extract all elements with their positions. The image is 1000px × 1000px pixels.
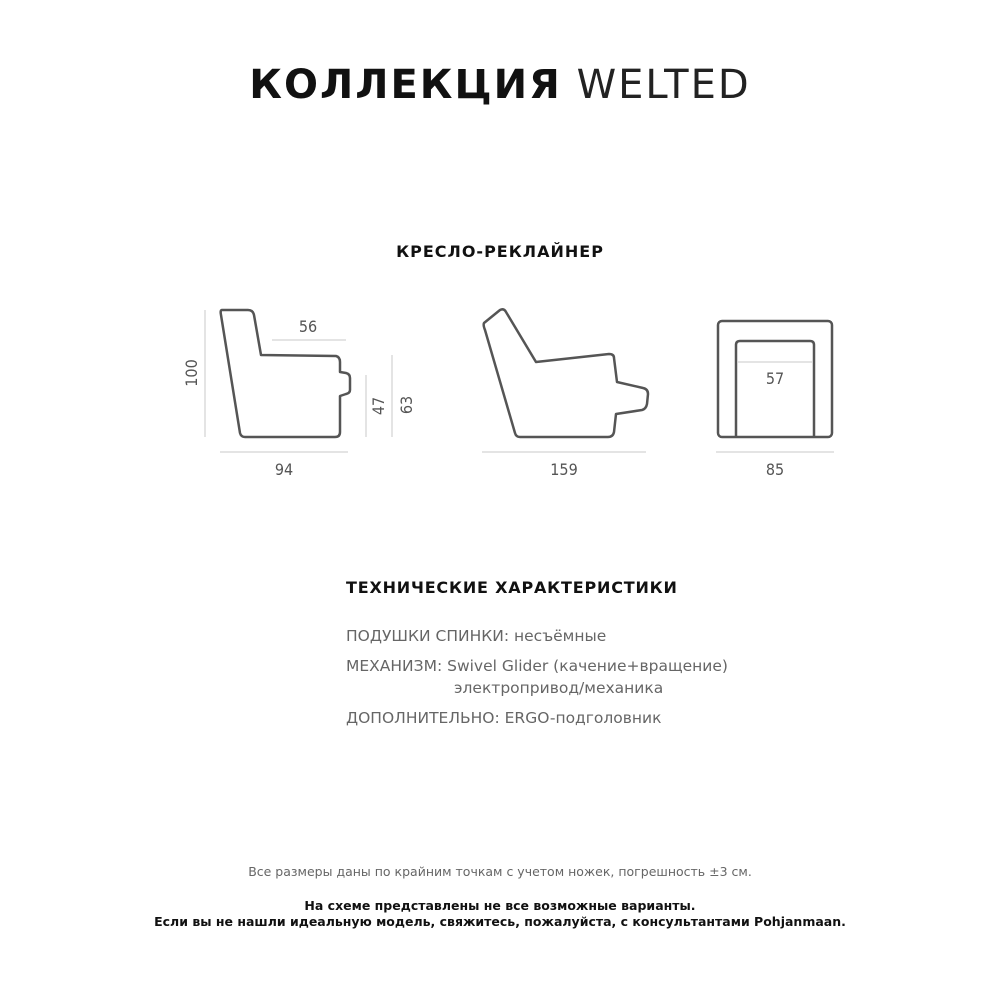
chair-diagram (0, 290, 1000, 490)
dim-label-57: 57 (765, 369, 785, 388)
spec-cushions-value: несъёмные (514, 627, 607, 645)
spec-extra-value: ERGO-подголовник (504, 709, 662, 727)
product-name: КРЕСЛО-РЕКЛАЙНЕР (396, 242, 604, 261)
title-collection: КОЛЛЕКЦИЯ (249, 62, 562, 108)
spec-extra-label: ДОПОЛНИТЕЛЬНО: (346, 709, 500, 727)
top-view-seat (736, 341, 814, 437)
spec-mechanism (346, 655, 728, 699)
spec-cushions (346, 625, 606, 647)
dim-label-85: 85 (765, 460, 785, 479)
dim-label-63: 63 (397, 395, 416, 415)
spec-mechanism-label: МЕХАНИЗМ: (346, 657, 443, 675)
side-view-outline (221, 310, 350, 437)
dim-label-159: 159 (550, 460, 578, 479)
title-model: WELTED (576, 62, 751, 108)
footer-line-2: Если вы не нашли идеальную модель, свяжитесь, пожалуйста, с консультантами Pohjanmaan. (154, 914, 846, 929)
specs-title: ТЕХНИЧЕСКИЕ ХАРАКТЕРИСТИКИ (346, 578, 678, 597)
dim-label-94: 94 (274, 460, 294, 479)
spec-extra (346, 707, 662, 729)
spec-mechanism-value2: электропривод/механика (454, 679, 664, 697)
reclined-view-outline (484, 309, 648, 437)
dimensions-note: Все размеры даны по крайним точкам с учетом ножек, погрешность ±3 см. (248, 864, 752, 879)
spec-mechanism-value: Swivel Glider (качение+вращение) (447, 657, 728, 675)
page-title (0, 62, 1000, 108)
dim-label-56: 56 (298, 317, 318, 336)
spec-cushions-label: ПОДУШКИ СПИНКИ: (346, 627, 510, 645)
dim-label-100: 100 (182, 359, 201, 387)
dim-label-47: 47 (369, 396, 388, 416)
footer-line-1: На схеме представлены не все возможные варианты. (304, 898, 696, 913)
